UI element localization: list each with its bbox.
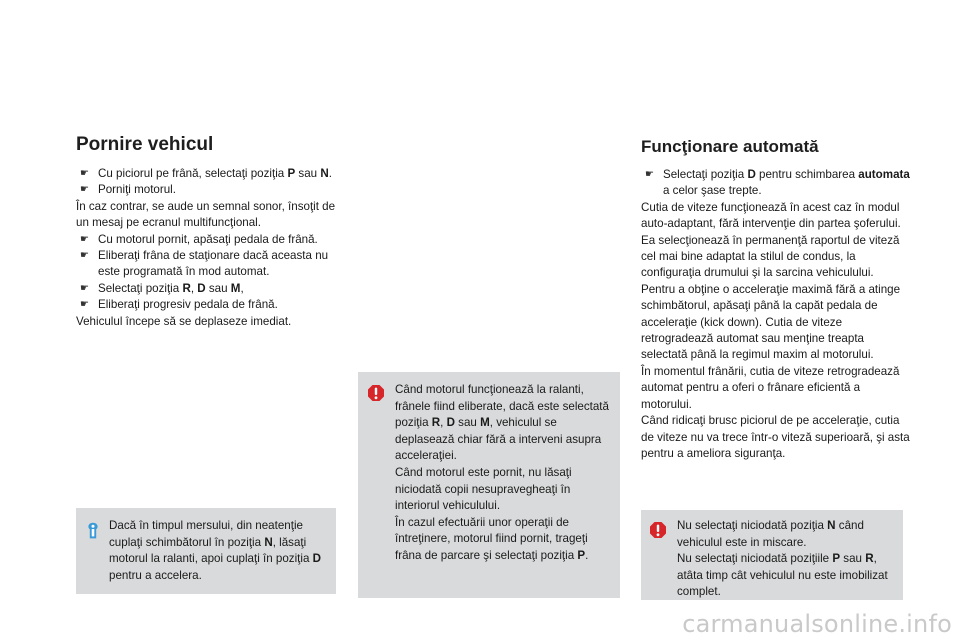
text-run: sau [454,416,481,430]
warning-box-idle [358,372,620,598]
info-icon [84,522,102,540]
text-run: Pentru a obţine o acceleraţie maximă fără a atinge schimbătorul, apăsaţi până la capăt pedala de acceleraţie (kick down). Cutia de viteze retrogradează automat sau menţine treapta selectată până la regimul maxim al motorului. [641,282,901,362]
section-title-start-vehicle: Pornire vehicul [76,134,214,155]
box-paragraph [395,465,610,515]
highlighted-term: M [230,281,241,295]
pointer-icon: ☛ [80,184,89,196]
text-run: Eliberaţi progresiv pedala de frână. [98,298,278,312]
text-run: În cazul efectuării unor operaţii de întreţinere, motorul fiind pornit, trageţi frâna de parcare şi selectaţi poziţia [395,515,588,562]
text-run: , lăsaţi motorul la ralanti, apoi cuplaţi în poziţia [109,535,313,566]
warning-box-neutral [641,510,903,600]
right-column [641,137,913,462]
text-run: Porniţi motorul. [98,183,176,197]
bullet-text [98,248,348,281]
info-box [76,508,336,594]
highlighted-term: P [577,548,586,562]
warning-icon [649,521,667,539]
text-run: Selectaţi poziţia [663,168,748,181]
text-run: . [585,548,589,562]
highlighted-term: R [431,416,441,430]
bullet-text [98,281,348,297]
text-run: Cutia de viteze funcţionează în acest caz în modul auto-adaptant, fără intervenţie din partea şoferului. Ea selecţionează în permanenţă raportul de viteză cel mai bine adaptat la stilul de condus, la configuraţia drumului şi la sarcina vehiculului. [641,200,901,280]
bullet-text [98,232,348,248]
bullet-item [76,166,348,182]
right-content [641,167,913,462]
text-run: Selectaţi poziţia [98,281,183,295]
paragraph [641,413,913,462]
highlighted-term: D [197,281,206,295]
bullet-text [663,167,913,200]
highlighted-term: R [182,281,191,295]
text-run: Eliberaţi frâna de staţionare dacă aceasta nu este programată în mod automat. [98,249,329,279]
text-run: , vehiculul se deplasează chiar fără a interveni asupra acceleraţiei. [395,416,602,463]
paragraph [641,200,913,282]
watermark: carmanualsonline.info [682,610,952,638]
bullet-item [76,297,348,313]
highlighted-term: N [264,535,273,549]
text-run: Nu selectaţi niciodată poziţia [677,519,828,532]
warning-box-neutral-text [677,518,893,601]
paragraph [641,364,913,413]
text-run: Când ridicaţi brusc piciorul de pe acceleraţie, cutia de viteze nu va trece într-o viteză superioară, şi asta pentru a ameliora siguranţa. [641,414,910,460]
pointer-icon: ☛ [80,250,89,262]
highlighted-term: D [747,168,756,181]
text-run: , [190,281,198,295]
text-run: Cu piciorul pe frână, selectaţi poziţia [98,167,288,180]
box-paragraph [677,551,893,601]
warning-box-idle-text [395,382,610,565]
bullet-item [76,232,348,248]
text-run: Vehiculul începe să se deplaseze imediat. [76,314,292,328]
pointer-icon: ☛ [80,233,89,245]
pointer-icon: ☛ [80,168,89,179]
info-box-text [109,518,326,584]
text-run: , [240,281,244,295]
text-run: sau [840,552,866,566]
bullet-text [98,182,348,198]
pointer-icon: ☛ [80,282,89,294]
bullet-text [98,166,348,182]
text-run: când vehiculul este in miscare. [677,519,864,549]
highlighted-term: P [287,167,296,180]
paragraph [76,314,348,330]
highlighted-term: D [446,416,455,430]
bullet-item [76,248,348,281]
text-run: În caz contrar, se aude un semnal sonor, însoţit de un mesaj pe ecranul multifuncţional. [76,199,336,230]
highlighted-term: D [312,552,322,566]
box-paragraph [395,382,610,465]
left-column [76,134,348,330]
paragraph [76,199,348,232]
text-run: sau [205,281,231,295]
text-run: În momentul frânării, cutia de viteze retrogradează automat pentru a oferi o frânare eficientă a motorului. [641,364,900,411]
text-run: Nu selectaţi niciodată poziţiile [677,552,833,566]
box-paragraph [109,518,326,584]
text-run: , atâta timp cât vehiculul nu este imobilizat complet. [677,552,888,599]
highlighted-term: N [320,167,329,180]
highlighted-term: R [865,552,874,566]
box-paragraph [677,518,893,551]
paragraph [641,282,913,364]
text-run: Cu motorul pornit, apăsaţi pedala de frână. [98,232,318,246]
box-paragraph [395,515,610,565]
highlighted-term: automata [858,168,910,181]
pointer-icon: ☛ [80,299,89,311]
text-run: Când motorul funcţionează la ralanti, frânele fiind eliberate, dacă este selectată poziţia [395,383,609,430]
warning-icon [367,384,385,402]
text-run: a celor şase trepte. [663,184,762,198]
highlighted-term: N [827,519,836,532]
section-title-automatic-operation: Funcţionare automată [641,137,819,156]
text-run: . [328,167,332,180]
text-run: Când motorul este pornit, nu lăsaţi niciodată copii nesupravegheaţi în interiorul vehiculului. [395,465,572,513]
highlighted-term: M [480,416,490,430]
pointer-icon: ☛ [645,169,654,180]
bullet-text [98,297,348,313]
bullet-item [76,281,348,297]
left-content [76,166,348,330]
text-run: sau [295,167,321,180]
text-run: , [440,416,447,430]
bullet-item [641,167,913,200]
text-run: Dacă în timpul mersului, din neatenţie cuplaţi schimbătorul în poziţia [109,519,303,549]
text-run: pentru a accelera. [109,568,202,582]
highlighted-term: P [832,552,841,566]
bullet-item [76,182,348,198]
text-run: pentru schimbarea [755,168,859,181]
